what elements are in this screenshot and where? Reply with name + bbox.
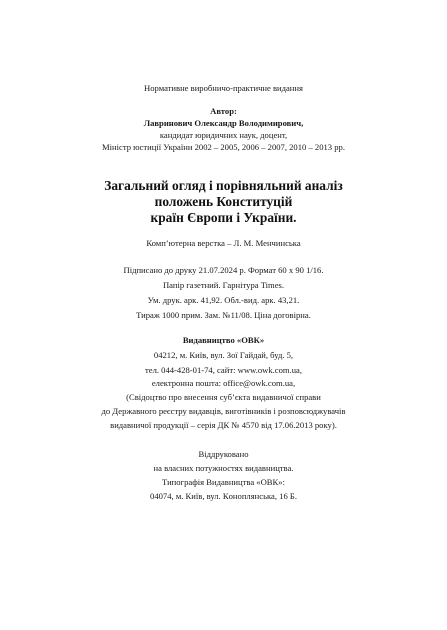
printing-info: Віддруковано	[198, 449, 249, 459]
book-title-line-3: країн Європи і України.	[150, 210, 297, 225]
book-title-line-1: Загальний огляд і порівняльний аналіз	[104, 178, 343, 193]
book-title-line-2: положень Конституцій	[154, 194, 293, 209]
print-info-line: Тираж 1000 прим. Зам. №11/08. Ціна договірна.	[136, 310, 311, 320]
author-name: Лавринович Олександр Володимирович,	[143, 118, 304, 128]
layout-credit: Комп’ютерна верстка – Л. М. Менчинська	[146, 238, 301, 248]
publisher-name: Видавництво «ОВК»	[182, 335, 265, 345]
author-position: Міністр юстиції України 2002 – 2005, 2006 – 2007, 2010 – 2013 рр.	[102, 142, 345, 152]
publisher-certificate: до Державного реєстру видавців, виготівників і розповсюджувачів	[101, 406, 346, 416]
publisher-contacts: тел. 044-428-01-74, сайт: www.owk.com.ua,	[145, 365, 302, 375]
author-degree: кандидат юридичних наук, доцент,	[159, 130, 288, 140]
edition-type: Нормативне виробничо-практичне видання	[144, 83, 303, 93]
print-info-line: Папір газетний. Гарнітура Times.	[162, 280, 285, 290]
print-info-line: Підписано до друку 21.07.2024 р. Формат 60 х 90 1/16.	[123, 265, 324, 275]
publisher-certificate: (Свідоцтво про внесення суб’єкта видавничої справи	[126, 392, 321, 402]
printing-address: 04074, м. Київ, вул. Кoноплянська, 16 Б.	[150, 491, 297, 501]
print-info-line: Ум. друк. арк. 41,92. Обл.-вид. арк. 43,21.	[147, 295, 300, 305]
publisher-address: 04212, м. Київ, вул. Зої Гайдай, буд. 5,	[153, 350, 294, 360]
printing-info: на власних потужностях видавництва.	[153, 463, 294, 473]
publisher-email: електронна пошта: office@owk.com.ua,	[151, 378, 296, 388]
publisher-certificate: видавничої продукції – серія ДК № 4570 від 17.06.2013 року).	[110, 420, 337, 430]
author-label: Автор:	[210, 106, 237, 116]
printing-info: Типографія Видавництва «ОВК»:	[162, 477, 285, 487]
